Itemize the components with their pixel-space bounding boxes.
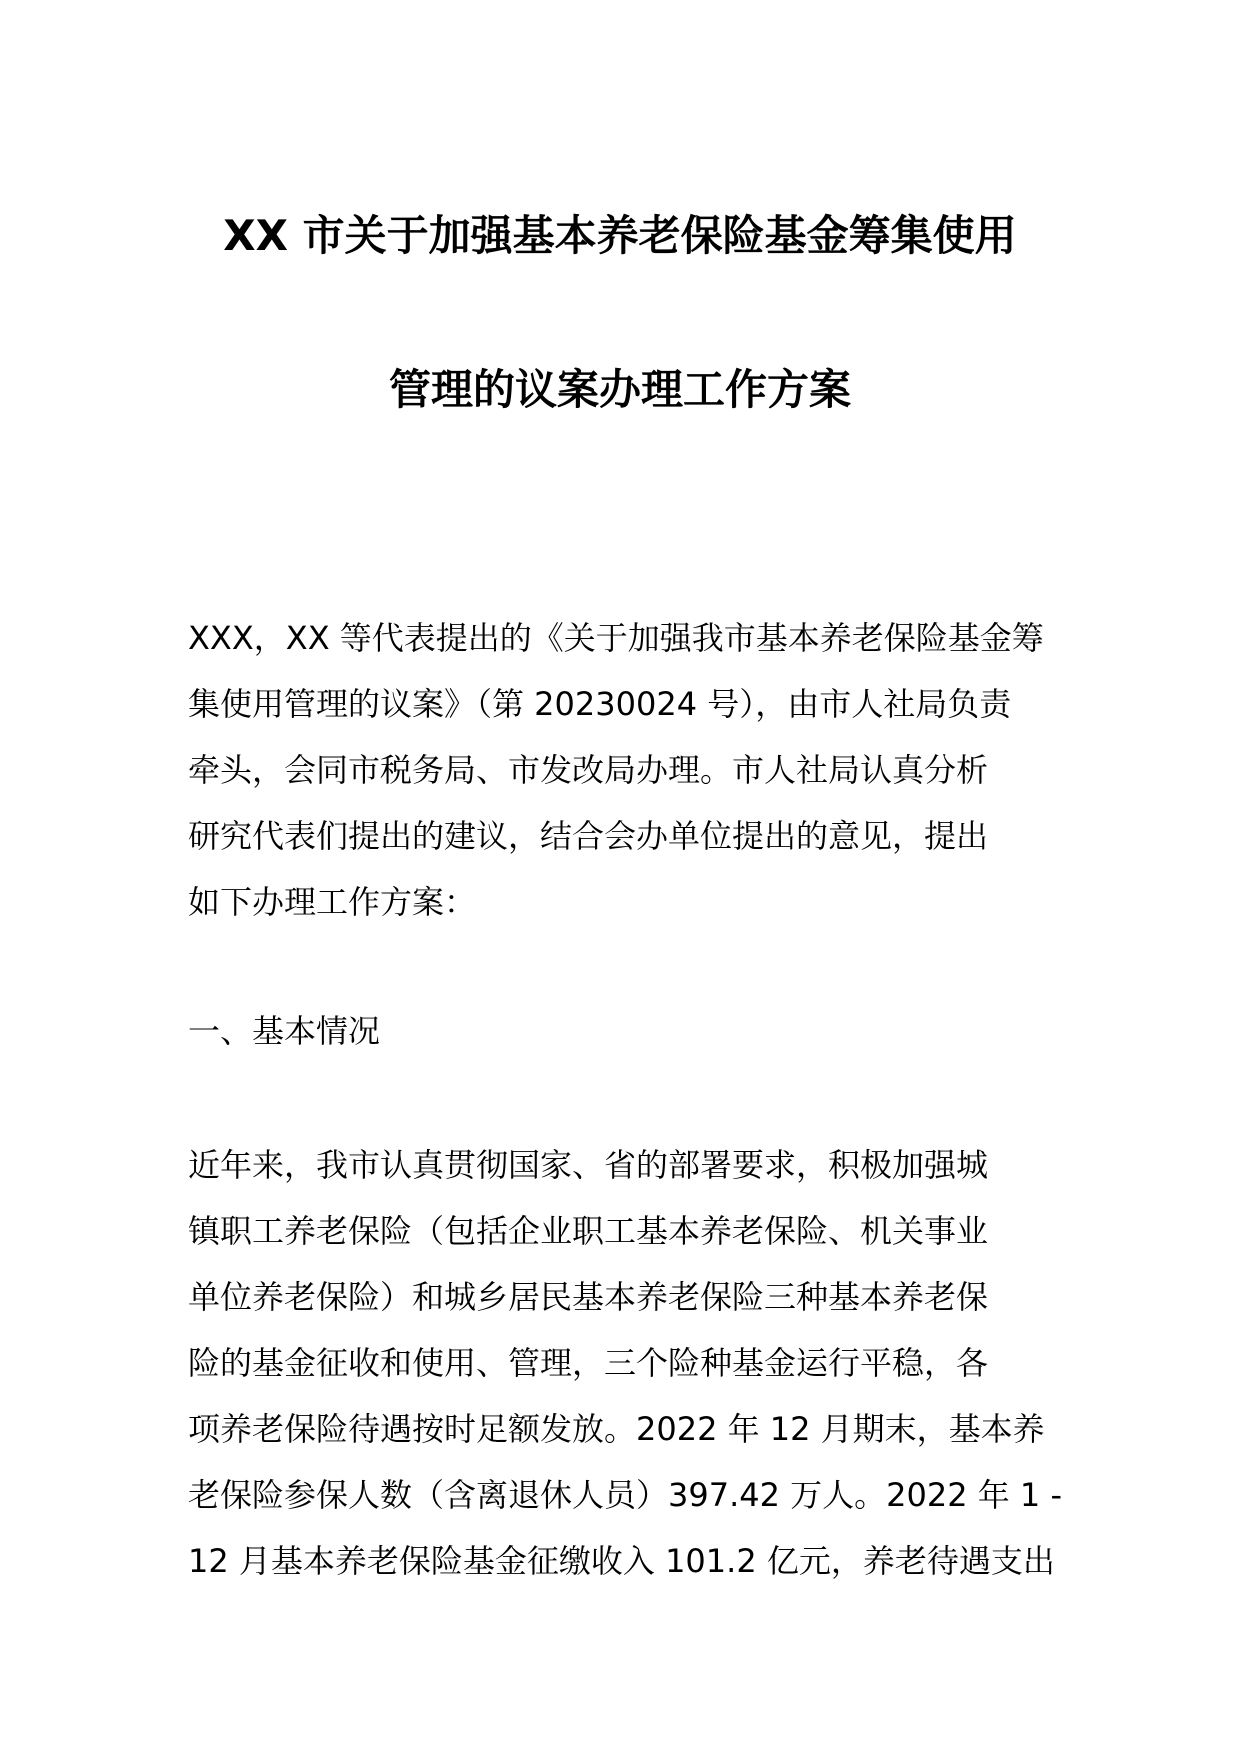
section-line: 老保险参保人数（含离退休人员）397.42 万人。2022 年 1 -	[188, 1476, 1063, 1514]
intro-line: 如下办理工作方案：	[188, 883, 477, 921]
section-line: 镇职工养老保险（包括企业职工基本养老保险、机关事业	[188, 1212, 989, 1250]
intro-line: 研究代表们提出的建议，结合会办单位提出的意见，提出	[188, 817, 989, 855]
document-title-line-2: 管理的议案办理工作方案	[388, 365, 851, 414]
intro-line: 牵头，会同市税务局、市发改局办理。市人社局认真分析	[188, 751, 989, 789]
section-paragraph	[188, 1132, 1063, 1594]
document-title-line-1: XX 市关于加强基本养老保险基金筹集使用	[223, 211, 1017, 260]
intro-line: XXX，XX 等代表提出的《关于加强我市基本养老保险基金筹	[188, 619, 1044, 657]
intro-line: 集使用管理的议案》（第 20230024 号），由市人社局负责	[188, 685, 1012, 723]
section-line: 单位养老保险）和城乡居民基本养老保险三种基本养老保	[188, 1278, 989, 1316]
section-heading-text: 一、基本情况	[188, 1012, 381, 1050]
section-heading	[188, 998, 1058, 1064]
section-line: 险的基金征收和使用、管理，三个险种基金运行平稳，各	[188, 1344, 989, 1382]
intro-paragraph	[188, 605, 1058, 935]
section-line: 12 月基本养老保险基金征缴收入 101.2 亿元，养老待遇支出	[188, 1542, 1055, 1580]
section-line: 项养老保险待遇按时足额发放。2022 年 12 月期末，基本养	[188, 1410, 1045, 1448]
section-line: 近年来，我市认真贯彻国家、省的部署要求，积极加强城	[188, 1146, 989, 1184]
